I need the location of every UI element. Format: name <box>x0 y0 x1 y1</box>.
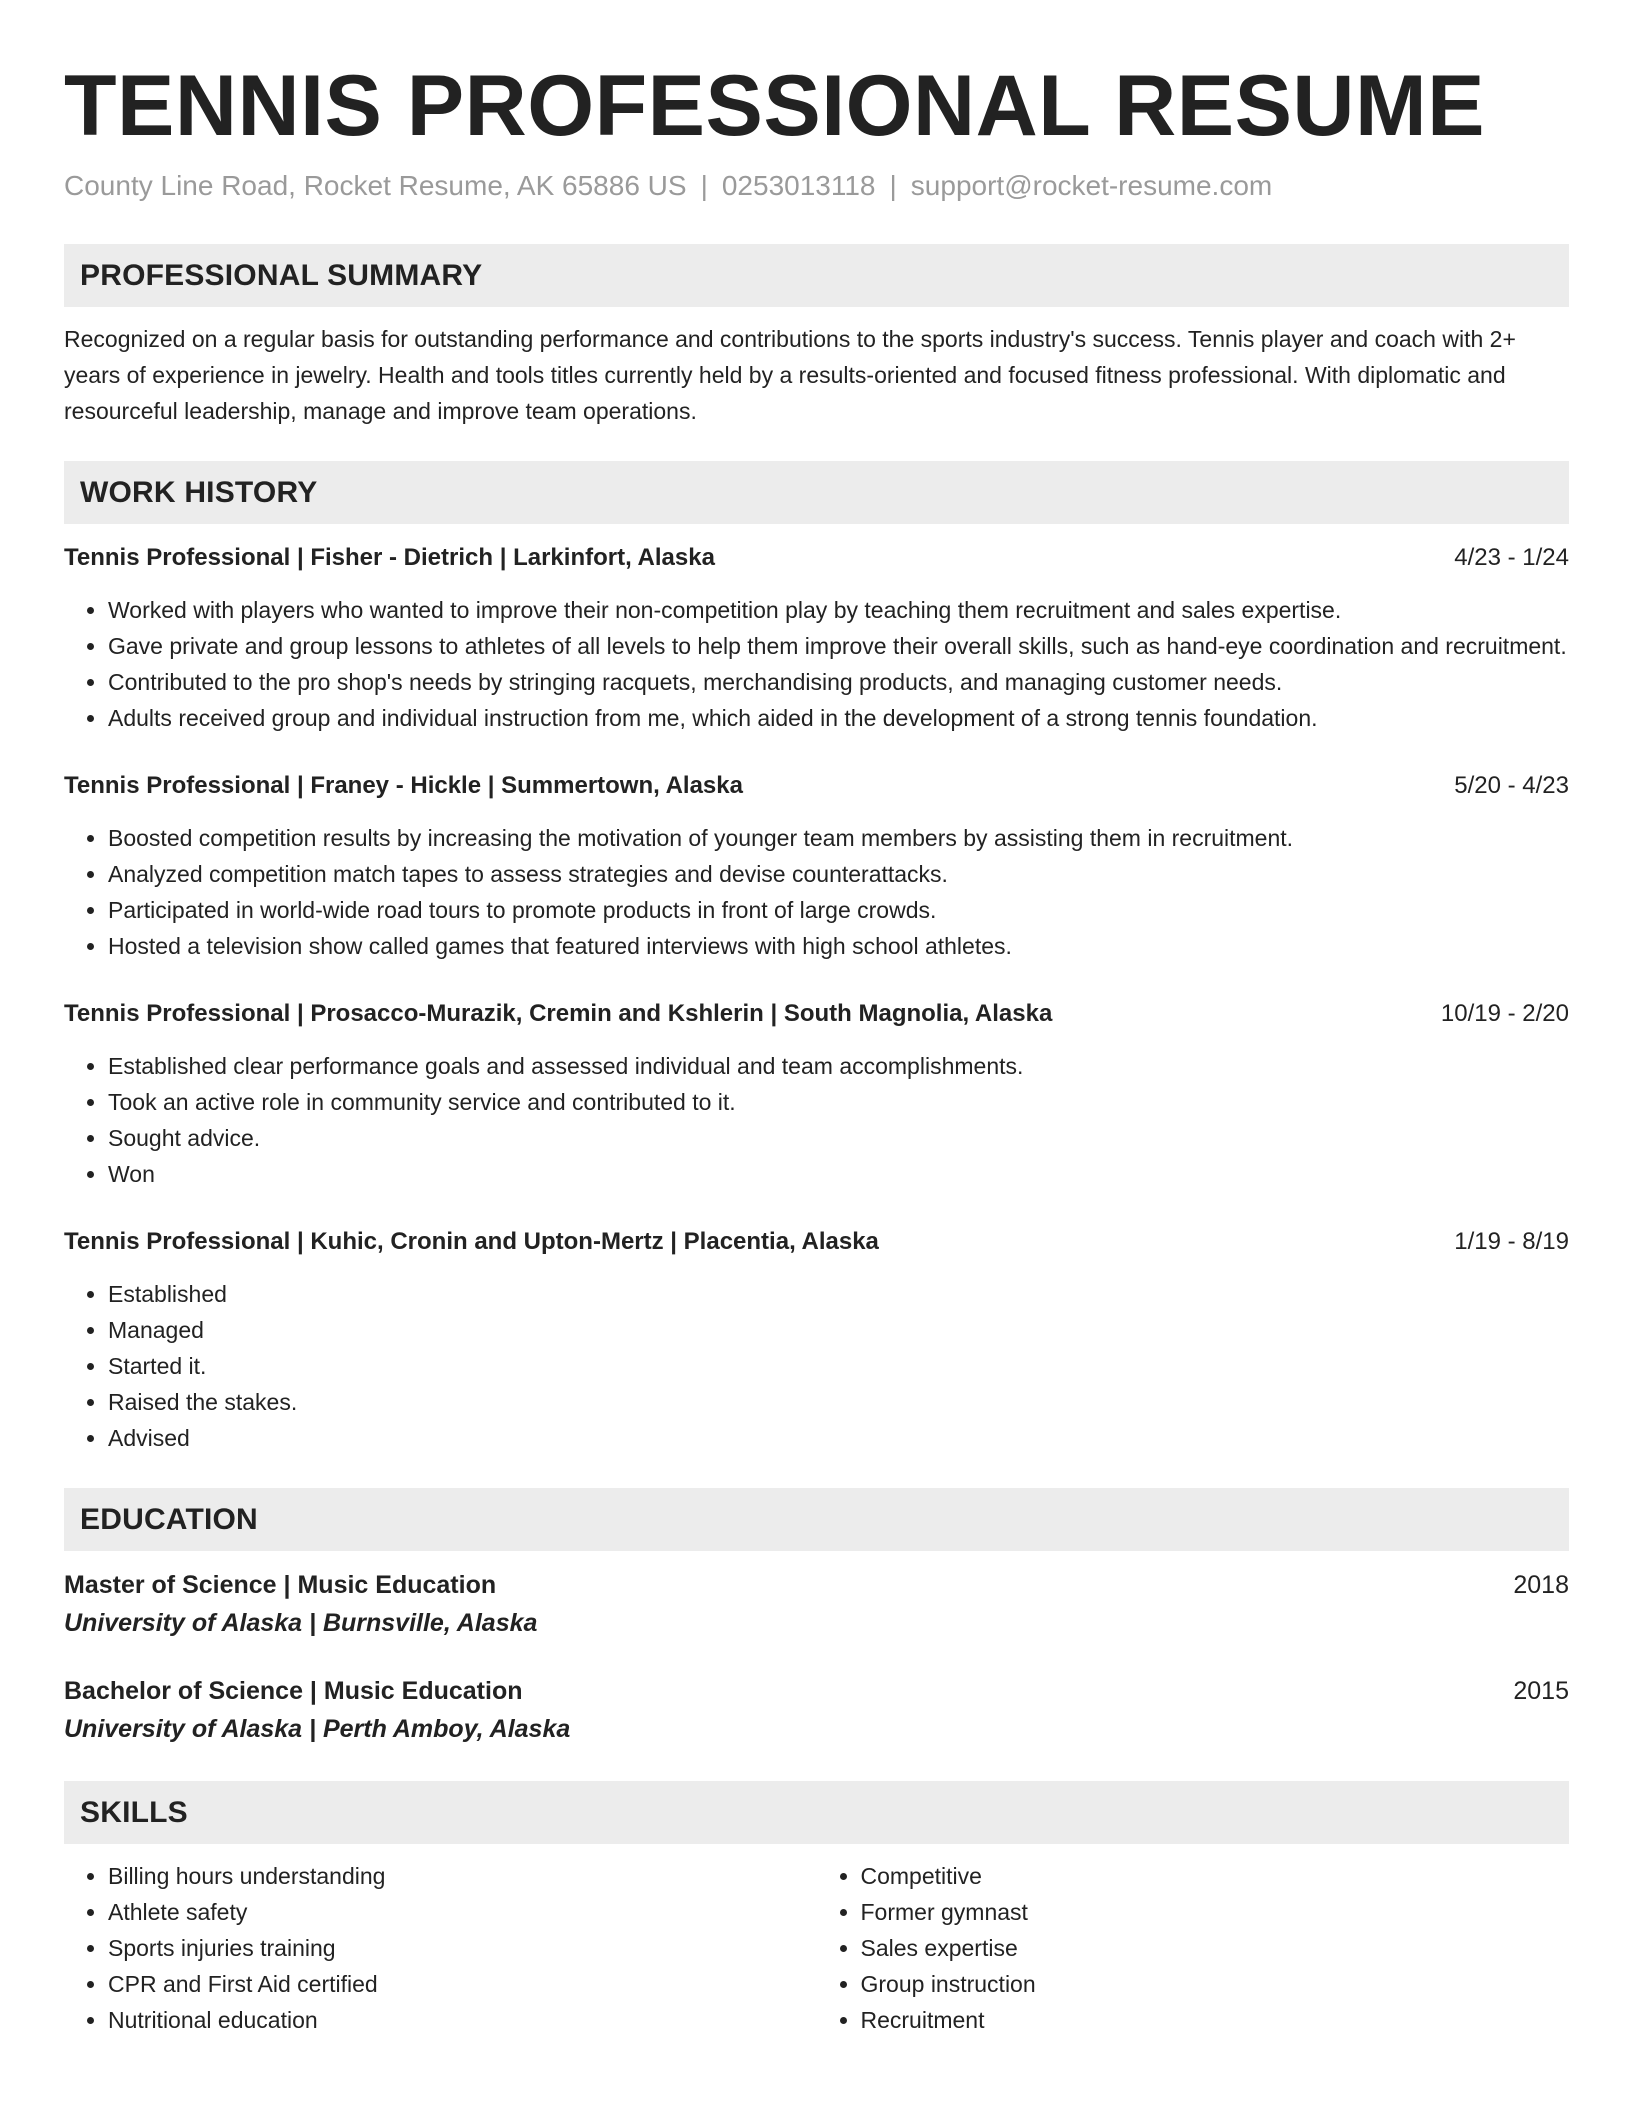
job-bullets <box>64 1048 1569 1192</box>
job-header <box>64 1224 1569 1260</box>
job-bullet: • Started it. <box>108 1348 1569 1384</box>
contact-line <box>64 168 1569 204</box>
resume-page <box>64 56 1569 2038</box>
skill-item: • Billing hours understanding <box>108 1858 817 1894</box>
job-bullet: • Analyzed competition match tapes to assess strategies and devise counterattacks. <box>108 856 1569 892</box>
job-title: Tennis Professional | Kuhic, Cronin and Upton-Mertz | Placentia, Alaska <box>64 1228 879 1255</box>
skill-item: • Sports injuries training <box>108 1930 817 1966</box>
job-bullet: • Contributed to the pro shop's needs by stringing racquets, merchandising products, and managing customer needs. <box>108 664 1569 700</box>
contact-phone: 0253013118 <box>721 170 876 201</box>
skills-list <box>64 1858 1569 2038</box>
education-degree: Bachelor of Science | Music Education <box>64 1677 523 1705</box>
education-school: University of Alaska | Burnsville, Alaska <box>64 1609 538 1637</box>
job-bullet: • Won <box>108 1156 1569 1192</box>
skill-item: • CPR and First Aid certified <box>108 1966 817 2002</box>
resume-title: TENNIS PROFESSIONAL RESUME <box>64 58 1486 154</box>
job-bullet: • Established <box>108 1276 1569 1312</box>
education-school: University of Alaska | Perth Amboy, Alaska <box>64 1715 571 1743</box>
job-bullet: • Adults received group and individual instruction from me, which aided in the development of a strong tennis foundation. <box>108 700 1569 736</box>
skill-item: • Group instruction <box>861 1966 1570 2002</box>
job-bullet: • Hosted a television show called games that featured interviews with high school athletes. <box>108 928 1569 964</box>
education-year: 2015 <box>1513 1677 1569 1705</box>
job-entry <box>64 540 1569 736</box>
skill-item: • Nutritional education <box>108 2002 817 2038</box>
job-title: Tennis Professional | Franey - Hickle | Summertown, Alaska <box>64 772 743 799</box>
job-title: Tennis Professional | Prosacco-Murazik, Cremin and Kshlerin | South Magnolia, Alaska <box>64 1000 1053 1027</box>
contact-separator: | <box>889 170 897 201</box>
job-title: Tennis Professional | Fisher - Dietrich | Larkinfort, Alaska <box>64 544 715 571</box>
job-header <box>64 540 1569 576</box>
job-bullet: • Took an active role in community service and contributed to it. <box>108 1084 1569 1120</box>
job-bullet: • Boosted competition results by increasing the motivation of younger team members by assisting them in recruitment. <box>108 820 1569 856</box>
skill-item: • Athlete safety <box>108 1894 817 1930</box>
skill-item: • Recruitment <box>861 2002 1570 2038</box>
job-bullets <box>64 1276 1569 1456</box>
job-header <box>64 996 1569 1032</box>
education-degree: Master of Science | Music Education <box>64 1571 497 1599</box>
job-dates: 5/20 - 4/23 <box>1454 772 1569 799</box>
job-bullet: • Sought advice. <box>108 1120 1569 1156</box>
job-dates: 10/19 - 2/20 <box>1440 1000 1569 1027</box>
contact-separator: | <box>700 170 708 201</box>
job-entry <box>64 768 1569 964</box>
section-heading-skills: SKILLS <box>64 1781 1569 1844</box>
education-entry <box>64 1567 1569 1643</box>
job-dates: 1/19 - 8/19 <box>1454 1228 1569 1255</box>
section-heading-summary: PROFESSIONAL SUMMARY <box>64 244 1569 307</box>
education-year: 2018 <box>1513 1571 1569 1599</box>
job-entry <box>64 1224 1569 1456</box>
job-bullet: • Established clear performance goals and assessed individual and team accomplishments. <box>108 1048 1569 1084</box>
job-bullets <box>64 592 1569 736</box>
job-bullet: • Advised <box>108 1420 1569 1456</box>
job-bullet: • Worked with players who wanted to improve their non-competition play by teaching them recruitment and sales expertise. <box>108 592 1569 628</box>
skills-column-left <box>64 1858 817 2038</box>
skill-item: • Former gymnast <box>861 1894 1570 1930</box>
job-dates: 4/23 - 1/24 <box>1454 544 1569 571</box>
section-heading-education: EDUCATION <box>64 1488 1569 1551</box>
education-header <box>64 1567 1569 1603</box>
education-entry <box>64 1673 1569 1749</box>
job-bullet: • Raised the stakes. <box>108 1384 1569 1420</box>
job-bullet: • Participated in world-wide road tours to promote products in front of large crowds. <box>108 892 1569 928</box>
summary-text: Recognized on a regular basis for outstanding performance and contributions to the sports industry's success. Tennis player and coach with 2+ years of experience in jewelry. Health and tools titles currently held by a results-oriented and focused fitness professional. With diplomatic and resourceful leadership, manage and improve team operations. <box>64 326 1516 424</box>
skill-item: • Sales expertise <box>861 1930 1570 1966</box>
job-bullets <box>64 820 1569 964</box>
job-bullet: • Managed <box>108 1312 1569 1348</box>
job-bullet: • Gave private and group lessons to athletes of all levels to help them improve their overall skills, such as hand-eye coordination and recruitment. <box>108 628 1569 664</box>
contact-email: support@rocket-resume.com <box>910 170 1273 201</box>
job-entry <box>64 996 1569 1192</box>
education-header <box>64 1673 1569 1709</box>
section-heading-work-history: WORK HISTORY <box>64 461 1569 524</box>
skills-column-right <box>817 1858 1570 2038</box>
job-header <box>64 768 1569 804</box>
skill-item: • Competitive <box>861 1858 1570 1894</box>
contact-address: County Line Road, Rocket Resume, AK 65886 US <box>64 170 687 201</box>
